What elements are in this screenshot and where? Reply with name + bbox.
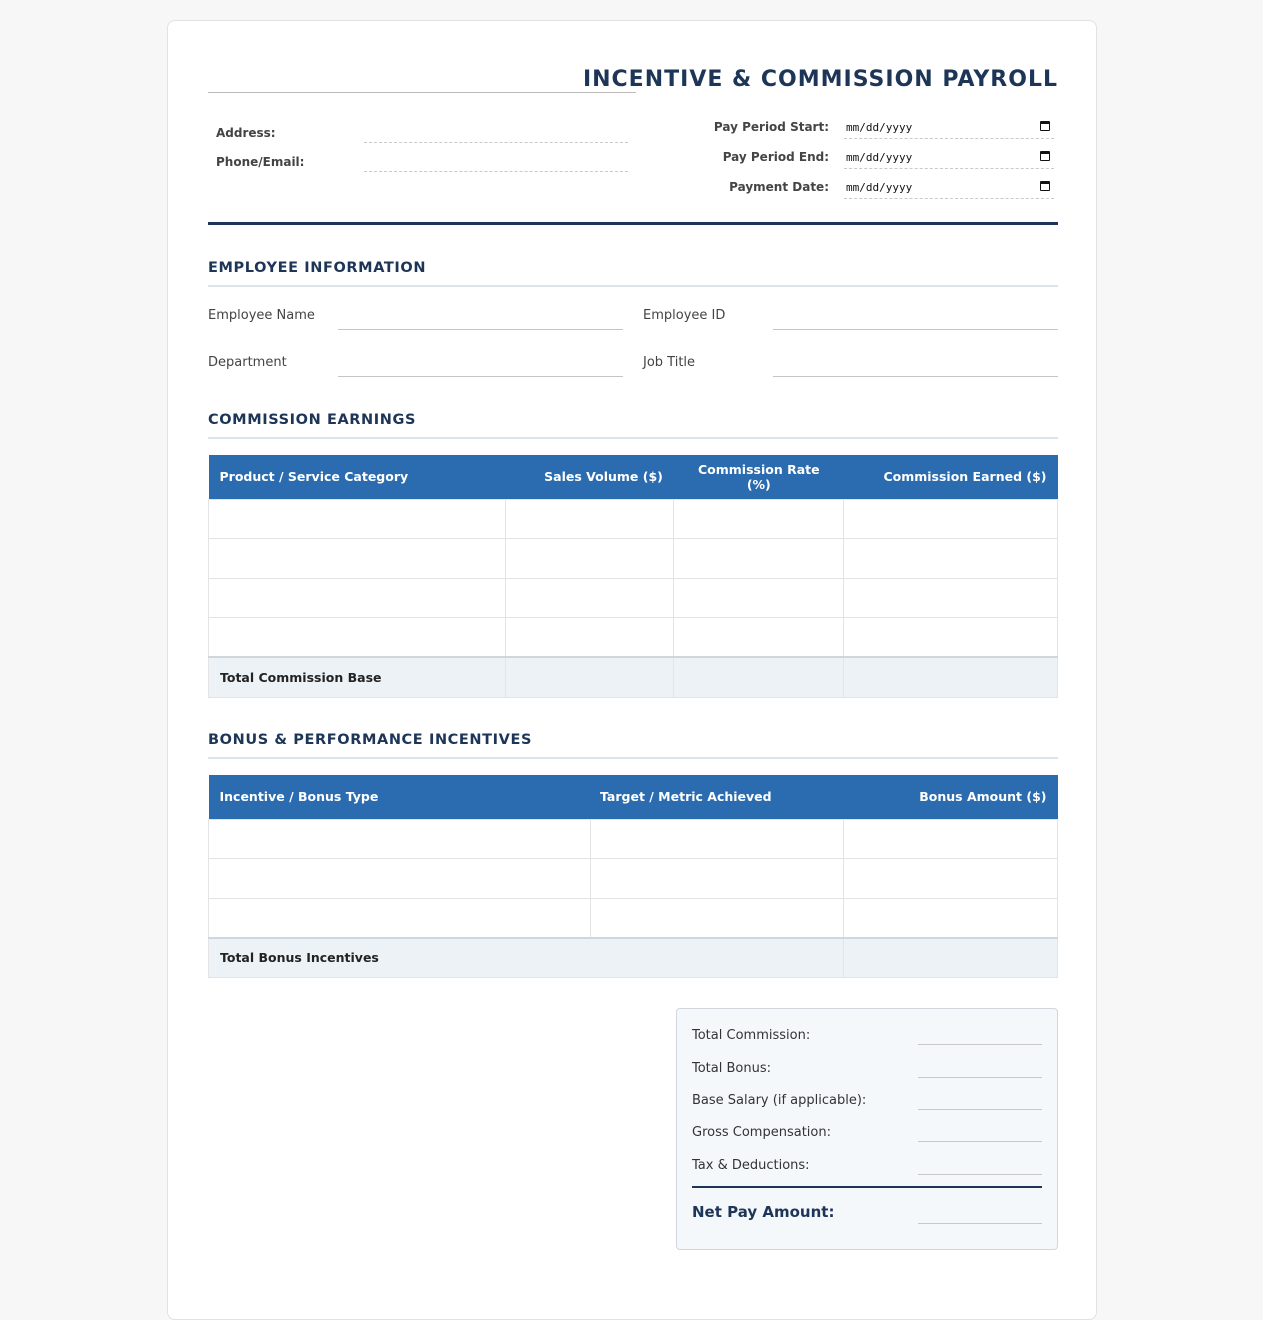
table-cell[interactable] bbox=[209, 539, 506, 579]
department-field[interactable] bbox=[338, 376, 623, 377]
pay-period-start-label: Pay Period Start: bbox=[713, 120, 829, 134]
table-cell[interactable] bbox=[674, 657, 844, 697]
column-header: Sales Volume ($) bbox=[505, 455, 674, 499]
calendar-icon[interactable] bbox=[1040, 151, 1050, 161]
base-salary-field[interactable] bbox=[918, 1109, 1042, 1110]
table-cell[interactable] bbox=[209, 578, 506, 618]
total-commission-label: Total Commission: bbox=[692, 1028, 811, 1043]
date-placeholder: mm/dd/yyyy bbox=[846, 181, 913, 194]
net-pay-field[interactable] bbox=[918, 1223, 1042, 1224]
table-cell[interactable] bbox=[844, 657, 1058, 697]
summary-row bbox=[692, 1156, 1042, 1176]
table-cell[interactable] bbox=[844, 898, 1058, 938]
table-cell[interactable] bbox=[505, 499, 674, 539]
table-row bbox=[209, 578, 1058, 618]
table-cell[interactable] bbox=[844, 578, 1058, 618]
table-row bbox=[209, 898, 1058, 938]
total-commission-base-label: Total Commission Base bbox=[209, 657, 506, 697]
column-header: Incentive / Bonus Type bbox=[209, 775, 591, 819]
employee-id-field[interactable] bbox=[773, 329, 1058, 330]
table-row bbox=[209, 539, 1058, 579]
table-cell[interactable] bbox=[209, 898, 591, 938]
pay-period-end-row bbox=[718, 147, 1058, 169]
header-divider bbox=[208, 222, 1058, 225]
pay-period-start-row bbox=[713, 117, 1058, 139]
payment-date-label: Payment Date: bbox=[729, 180, 829, 194]
base-salary-label: Base Salary (if applicable): bbox=[692, 1093, 867, 1108]
summary-row bbox=[692, 1026, 1042, 1046]
bonus-table bbox=[208, 775, 1058, 978]
column-header: Commission Rate (%) bbox=[674, 455, 844, 499]
net-pay-label: Net Pay Amount: bbox=[692, 1203, 835, 1221]
employee-section-title: EMPLOYEE INFORMATION bbox=[208, 260, 1058, 287]
table-row bbox=[209, 499, 1058, 539]
table-cell[interactable] bbox=[844, 819, 1058, 859]
table-row bbox=[209, 618, 1058, 658]
gross-compensation-field[interactable] bbox=[918, 1141, 1042, 1142]
commission-table bbox=[208, 455, 1058, 698]
employee-name-field[interactable] bbox=[338, 329, 623, 330]
address-field[interactable] bbox=[364, 142, 628, 143]
total-row bbox=[209, 938, 1058, 978]
table-cell[interactable] bbox=[209, 819, 591, 859]
address-row bbox=[216, 122, 636, 146]
table-row bbox=[209, 859, 1058, 899]
pay-period-start-input[interactable] bbox=[844, 117, 1054, 139]
table-header-row bbox=[209, 455, 1058, 499]
table-cell[interactable] bbox=[209, 618, 506, 658]
phone-email-field[interactable] bbox=[364, 171, 628, 172]
phone-email-row bbox=[216, 151, 636, 175]
table-cell[interactable] bbox=[844, 938, 1058, 978]
table-cell[interactable] bbox=[674, 539, 844, 579]
total-row bbox=[209, 657, 1058, 697]
summary-row bbox=[692, 1091, 1042, 1111]
table-cell[interactable] bbox=[844, 859, 1058, 899]
commission-section-title: COMMISSION EARNINGS bbox=[208, 412, 1058, 439]
table-cell[interactable] bbox=[505, 618, 674, 658]
column-header: Bonus Amount ($) bbox=[844, 775, 1058, 819]
pay-summary-box bbox=[676, 1008, 1058, 1250]
table-cell[interactable] bbox=[844, 618, 1058, 658]
table-cell[interactable] bbox=[844, 499, 1058, 539]
total-bonus-field[interactable] bbox=[918, 1077, 1042, 1078]
payment-date-input[interactable] bbox=[844, 177, 1054, 199]
tax-deductions-field[interactable] bbox=[918, 1174, 1042, 1175]
table-cell[interactable] bbox=[590, 898, 844, 938]
table-header-row bbox=[209, 775, 1058, 819]
phone-email-label: Phone/Email: bbox=[216, 155, 305, 169]
job-title-field[interactable] bbox=[773, 376, 1058, 377]
table-cell[interactable] bbox=[209, 499, 506, 539]
document-title: INCENTIVE & COMMISSION PAYROLL bbox=[582, 67, 1058, 92]
table-cell[interactable] bbox=[505, 578, 674, 618]
pay-period-end-label: Pay Period End: bbox=[722, 150, 829, 164]
bonus-section-title: BONUS & PERFORMANCE INCENTIVES bbox=[208, 732, 1058, 759]
employee-id-label: Employee ID bbox=[643, 308, 726, 323]
company-name-field[interactable] bbox=[208, 92, 636, 93]
table-cell[interactable] bbox=[674, 499, 844, 539]
table-cell[interactable] bbox=[505, 539, 674, 579]
calendar-icon[interactable] bbox=[1040, 181, 1050, 191]
table-cell[interactable] bbox=[590, 819, 844, 859]
payment-date-row bbox=[718, 177, 1058, 199]
department-label: Department bbox=[208, 355, 287, 370]
table-cell[interactable] bbox=[844, 539, 1058, 579]
table-cell[interactable] bbox=[209, 859, 591, 899]
payroll-sheet bbox=[167, 20, 1097, 1320]
pay-period-end-input[interactable] bbox=[844, 147, 1054, 169]
column-header: Product / Service Category bbox=[209, 455, 506, 499]
total-bonus-label: Total Bonus: bbox=[692, 1061, 771, 1076]
calendar-icon[interactable] bbox=[1040, 121, 1050, 131]
summary-row bbox=[692, 1123, 1042, 1143]
column-header: Commission Earned ($) bbox=[844, 455, 1058, 499]
table-cell[interactable] bbox=[674, 578, 844, 618]
date-placeholder: mm/dd/yyyy bbox=[846, 151, 913, 164]
date-placeholder: mm/dd/yyyy bbox=[846, 121, 913, 134]
job-title-label: Job Title bbox=[643, 355, 696, 370]
employee-name-label: Employee Name bbox=[208, 308, 315, 323]
total-bonus-incentives-label: Total Bonus Incentives bbox=[209, 938, 844, 978]
summary-divider bbox=[692, 1186, 1042, 1188]
tax-deductions-label: Tax & Deductions: bbox=[692, 1158, 810, 1173]
table-cell[interactable] bbox=[674, 618, 844, 658]
gross-compensation-label: Gross Compensation: bbox=[692, 1125, 831, 1140]
total-commission-field[interactable] bbox=[918, 1044, 1042, 1045]
table-cell[interactable] bbox=[505, 657, 674, 697]
table-cell[interactable] bbox=[590, 859, 844, 899]
summary-row bbox=[692, 1059, 1042, 1079]
column-header: Target / Metric Achieved bbox=[590, 775, 844, 819]
address-label: Address: bbox=[216, 126, 276, 140]
table-row bbox=[209, 819, 1058, 859]
